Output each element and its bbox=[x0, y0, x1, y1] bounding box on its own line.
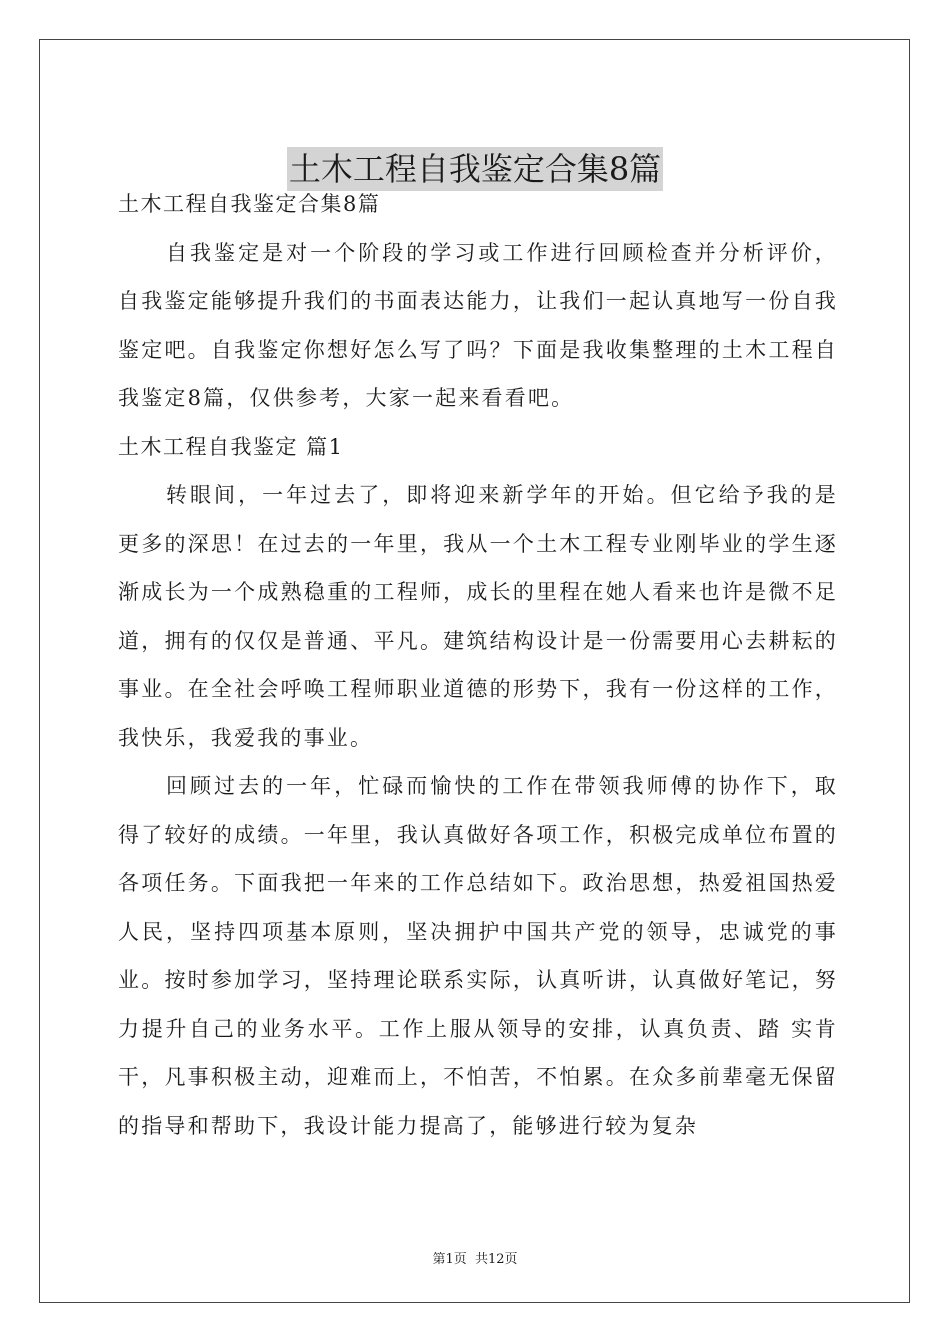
total-pages: 共12页 bbox=[474, 1252, 518, 1267]
document-body bbox=[118, 180, 838, 1150]
intro-paragraph: 自我鉴定是对一个阶段的学习或工作进行回顾检查并分析评价，自我鉴定能够提升我们的书面表达能力，让我们一起认真地写一份自我鉴定吧。自我鉴定你想好怎么写了吗？下面是我收集整理的土木工程自我鉴定8篇，仅供参考，大家一起来看看吧。 bbox=[118, 240, 838, 410]
document-title: 土木工程自我鉴定合集8篇 bbox=[287, 147, 663, 191]
body-paragraph: 转眼间，一年过去了，即将迎来新学年的开始。但它给予我的是更多的深思！在过去的一年里，我从一个土木工程专业刚毕业的学生逐渐成长为一个成熟稳重的工程师，成长的里程在她人看来也许是微不足道，拥有的仅仅是普通、平凡。建筑结构设计是一份需要用心去耕耘的事业。在全社会呼唤工程师职业道德的形势下，我有一份这样的工作，我快乐，我爱我的事业。 bbox=[118, 483, 838, 750]
section-heading: 土木工程自我鉴定 篇1 bbox=[118, 434, 344, 459]
page-number: 第1页 bbox=[432, 1252, 467, 1267]
subtitle-line: 土木工程自我鉴定合集8篇 bbox=[118, 192, 381, 216]
page-footer bbox=[0, 1248, 950, 1267]
body-paragraph: 回顾过去的一年，忙碌而愉快的工作在带领我师傅的协作下，取得了较好的成绩。一年里，我认真做好各项工作，积极完成单位布置的各项任务。下面我把一年来的工作总结如下。政治思想，热爱祖国热爱人民，坚持四项基本原则，坚决拥护中国共产党的领导，忠诚党的事业。按时参加学习，坚持理论联系实际，认真听讲，认真做好笔记，努力提升自己的业务水平。工作上服从领导的安排，认真负责、踏 实肯干，凡事积极主动，迎难而上，不怕苦，不怕累。在众多前辈毫无保留的指导和帮助下，我设计能力提高了，能够进行较为复杂 bbox=[118, 774, 838, 1138]
